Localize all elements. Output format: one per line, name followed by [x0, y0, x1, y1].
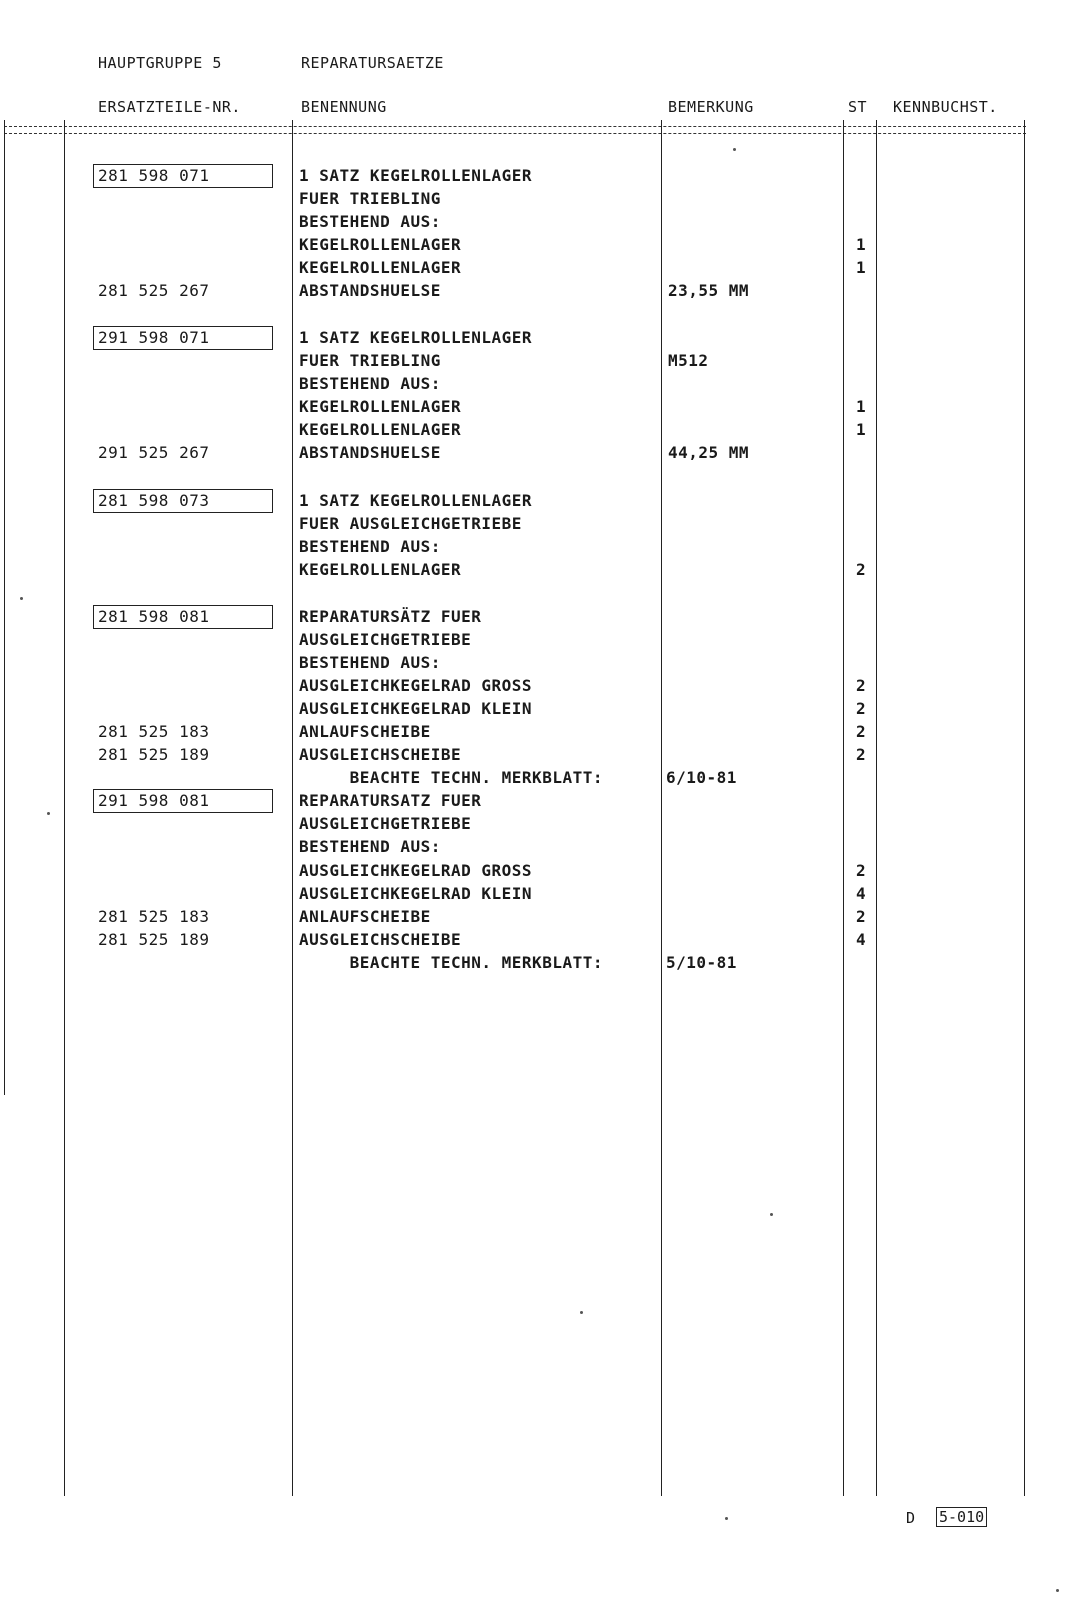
quantity: 1 — [856, 420, 867, 439]
part-name: BESTEHEND AUS: — [299, 653, 441, 672]
column-divider-qty-left — [843, 120, 844, 1496]
part-name: ABSTANDSHUELSE — [299, 443, 441, 462]
part-number: 281 525 267 — [98, 281, 210, 300]
part-name: AUSGLEICHKEGELRAD KLEIN — [299, 884, 533, 903]
quantity: 2 — [856, 676, 867, 695]
col-header-remark: BEMERKUNG — [668, 98, 754, 116]
column-divider-part — [64, 120, 65, 1496]
scan-speck — [47, 812, 50, 815]
part-name: FUER TRIEBLING — [299, 189, 441, 208]
scan-speck — [580, 1311, 583, 1314]
quantity: 1 — [856, 235, 867, 254]
remark: 6/10-81 — [666, 768, 737, 787]
header-separator — [4, 126, 1026, 134]
part-name: AUSGLEICHGETRIEBE — [299, 814, 472, 833]
remark: 23,55 MM — [668, 281, 750, 300]
scan-speck — [733, 148, 736, 151]
quantity: 1 — [856, 258, 867, 277]
quantity: 4 — [856, 930, 867, 949]
col-header-code: KENNBUCHST. — [893, 98, 998, 116]
quantity: 1 — [856, 397, 867, 416]
part-name: REPARATURSÄTZ FUER — [299, 607, 482, 626]
remark: 5/10-81 — [666, 953, 737, 972]
part-name: KEGELROLLENLAGER — [299, 235, 462, 254]
part-name: AUSGLEICHKEGELRAD GROSS — [299, 861, 533, 880]
part-number: 281 525 189 — [98, 930, 210, 949]
col-header-part-no: ERSATZTEILE-NR. — [98, 98, 241, 116]
column-divider-left — [4, 120, 5, 1095]
part-number: 281 598 073 — [98, 491, 210, 510]
part-number: 281 525 183 — [98, 722, 210, 741]
quantity: 4 — [856, 884, 867, 903]
part-name: AUSGLEICHSCHEIBE — [299, 745, 462, 764]
part-number: 281 525 189 — [98, 745, 210, 764]
part-number: 291 598 071 — [98, 328, 210, 347]
part-name: 1 SATZ KEGELROLLENLAGER — [299, 166, 533, 185]
remark: 44,25 MM — [668, 443, 750, 462]
quantity: 2 — [856, 907, 867, 926]
remark: M512 — [668, 351, 709, 370]
part-name: ANLAUFSCHEIBE — [299, 722, 431, 741]
part-name: ANLAUFSCHEIBE — [299, 907, 431, 926]
part-name: AUSGLEICHSCHEIBE — [299, 930, 462, 949]
part-number: 281 525 183 — [98, 907, 210, 926]
part-name: AUSGLEICHKEGELRAD GROSS — [299, 676, 533, 695]
part-name: KEGELROLLENLAGER — [299, 397, 462, 416]
col-header-qty: ST — [848, 98, 868, 116]
part-name: 1 SATZ KEGELROLLENLAGER — [299, 491, 533, 510]
group-label: HAUPTGRUPPE 5 — [98, 54, 222, 72]
scan-speck — [1056, 1589, 1059, 1592]
col-header-name: BENENNUNG — [301, 98, 387, 116]
part-name: FUER TRIEBLING — [299, 351, 441, 370]
part-name: AUSGLEICHGETRIEBE — [299, 630, 472, 649]
part-name: AUSGLEICHKEGELRAD KLEIN — [299, 699, 533, 718]
quantity: 2 — [856, 722, 867, 741]
part-name: BEACHTE TECHN. MERKBLATT: — [299, 768, 603, 787]
column-divider-right — [1024, 120, 1025, 1496]
part-number: 281 598 081 — [98, 607, 210, 626]
part-name: KEGELROLLENLAGER — [299, 560, 462, 579]
part-name: KEGELROLLENLAGER — [299, 258, 462, 277]
scan-speck — [770, 1213, 773, 1216]
column-divider-name — [292, 120, 293, 1496]
column-divider-remark — [661, 120, 662, 1496]
part-name: BESTEHEND AUS: — [299, 537, 441, 556]
group-title: REPARATURSAETZE — [301, 54, 444, 72]
quantity: 2 — [856, 699, 867, 718]
scan-speck — [725, 1517, 728, 1520]
part-name: BESTEHEND AUS: — [299, 837, 441, 856]
part-name: BESTEHEND AUS: — [299, 212, 441, 231]
part-name: BEACHTE TECHN. MERKBLATT: — [299, 953, 603, 972]
quantity: 2 — [856, 745, 867, 764]
part-name: BESTEHEND AUS: — [299, 374, 441, 393]
part-number: 281 598 071 — [98, 166, 210, 185]
part-name: ABSTANDSHUELSE — [299, 281, 441, 300]
scan-speck — [20, 597, 23, 600]
column-divider-qty-right — [876, 120, 877, 1496]
page-prefix: D — [906, 1509, 916, 1527]
part-name: REPARATURSATZ FUER — [299, 791, 482, 810]
part-number: 291 525 267 — [98, 443, 210, 462]
part-name: 1 SATZ KEGELROLLENLAGER — [299, 328, 533, 347]
part-name: FUER AUSGLEICHGETRIEBE — [299, 514, 522, 533]
part-name: KEGELROLLENLAGER — [299, 420, 462, 439]
quantity: 2 — [856, 861, 867, 880]
quantity: 2 — [856, 560, 867, 579]
page-number: 5-010 — [936, 1507, 987, 1527]
part-number: 291 598 081 — [98, 791, 210, 810]
